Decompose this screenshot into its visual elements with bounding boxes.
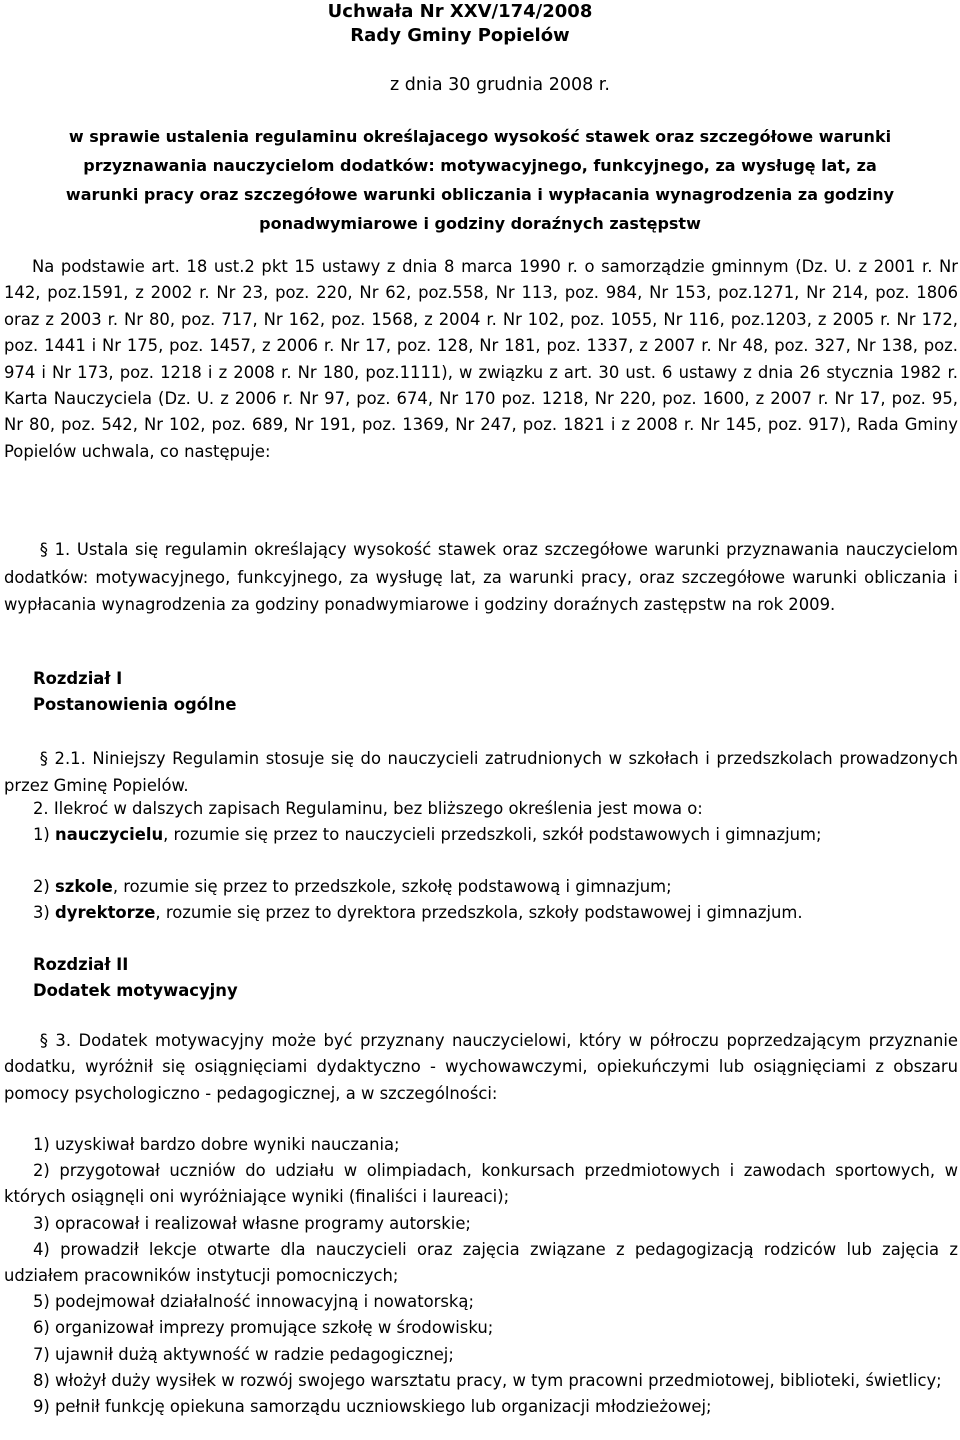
chapter-1-title: Postanowienia ogólne: [33, 695, 237, 714]
paragraph-1: [4, 536, 958, 619]
definition-teacher: [4, 822, 958, 848]
item-number: 3): [33, 903, 56, 922]
resolution-header: [0, 0, 960, 48]
definition-text: , rozumie się przez to dyrektora przedszkola, szkoły podstawowej i gimnazjum.: [155, 903, 803, 922]
council-name: Rady Gminy Popielów: [350, 25, 570, 46]
chapter-2-label: Rozdział II: [33, 955, 129, 974]
paragraph-2-1-text: 2.1. Niniejszy Regulamin stosuje się do nauczycieli zatrudnionych w szkołach i przedszkolach prowadzonych przez Gminę Popielów.: [4, 749, 958, 795]
list-item: 1) uzyskiwał bardzo dobre wyniki nauczania;: [33, 1135, 400, 1154]
definition-text: , rozumie się przez to przedszkole, szkołę podstawową i gimnazjum;: [112, 877, 672, 896]
subject-line: przyznawania nauczycielom dodatków: motywacyjnego, funkcyjnego, za wysługę lat, za: [83, 156, 877, 175]
paragraph-2-1: [4, 745, 958, 799]
paragraph-3-intro: [4, 1028, 958, 1107]
defined-term: nauczycielu: [55, 825, 164, 844]
criteria-list: [4, 1132, 958, 1420]
definition-school: [33, 874, 672, 900]
resolution-subject: [0, 122, 960, 238]
paragraph-2-2: 2. Ilekroć w dalszych zapisach Regulaminu, bez bliższego określenia jest mowa o:: [33, 799, 703, 818]
resolution-title: Uchwała Nr XXV/174/2008: [327, 1, 593, 22]
definition-text: , rozumie się przez to nauczycieli przedszkoli, szkół podstawowych i gimnazjum;: [163, 825, 822, 844]
subject-line: warunki pracy oraz szczegółowe warunki obliczania i wypłacania wynagrodzenia za godziny: [65, 185, 895, 204]
section-symbol: §: [39, 1031, 48, 1050]
list-item: 8) włożył duży wysiłek w rozwój swojego warsztatu pracy, w tym pracowni przedmiotowej, biblioteki, świetlicy;: [33, 1370, 942, 1390]
list-item: 9) pełnił funkcję opiekuna samorządu uczniowskiego lub organizacji młodzieżowej;: [33, 1397, 712, 1417]
item-number: 1): [33, 825, 56, 844]
chapter-2-title: Dodatek motywacyjny: [33, 981, 238, 1000]
subject-line: ponadwymiarowe i godziny doraźnych zastępstw: [259, 214, 701, 233]
list-item: 7) ujawnił dużą aktywność w radzie pedagogicznej;: [33, 1344, 454, 1364]
list-item: 4) prowadził lekcje otwarte dla nauczycieli oraz zajęcia związane z pedagogizacją rodziców lub zajęcia z udziałem pracowników instytucji pomocniczych;: [4, 1239, 958, 1286]
list-item: 2) przygotował uczniów do udziału w olimpiadach, konkursach przedmiotowych i zawodach sportowych, w których osiągnęli oni wyróżniające wyniki (finaliści i laureaci);: [4, 1161, 958, 1207]
resolution-date: z dnia 30 grudnia 2008 r.: [390, 75, 610, 95]
definition-director: [33, 900, 803, 926]
list-item: 5) podejmował działalność innowacyjną i nowatorską;: [33, 1292, 474, 1312]
subject-line: w sprawie ustalenia regulaminu określajacego wysokość stawek oraz szczegółowe warunki: [68, 127, 892, 146]
list-item: 3) opracował i realizował własne programy autorskie;: [33, 1213, 471, 1233]
defined-term: dyrektorze: [55, 903, 156, 922]
legal-basis: Na podstawie art. 18 ust.2 pkt 15 ustawy z dnia 8 marca 1990 r. o samorządzie gminnym (Dz. U. z 2001 r. Nr 142, poz.1591, z 2002 r. Nr 23, poz. 220, Nr 62, poz.558, Nr 113, poz. 984, Nr 153, poz.1271, Nr 214, poz. 1806 oraz z 2003 r. Nr 80, poz. 717, Nr 162, poz. 1568, z 2004 r. Nr 102, poz. 1055, Nr 116, poz.1203, z 2005 r. Nr 172, poz. 1441 i Nr 175, poz. 1457, z 2006 r. Nr 17, poz. 128, Nr 181, poz. 1337, z 2007 r. Nr 48, poz. 327, Nr 138, poz. 974 i Nr 173, poz. 1218 i z 2008 r. Nr 180, poz.1111), w związku z art. 30 ust. 6 ustawy z dnia 26 stycznia 1982 r. Karta Nauczyciela (Dz. U. z 2006 r. Nr 97, poz. 674, Nr 170 poz. 1218, Nr 220, poz. 1600, z 2007 r. Nr 17, poz. 95, Nr 80, poz. 542, Nr 102, poz. 689, Nr 191, poz. 1369, Nr 247, poz. 1821 i z 2008 r. Nr 145, poz. 917), Rada Gminy Popielów uchwala, co następuje:: [4, 257, 958, 461]
section-symbol: §: [39, 749, 48, 768]
chapter-1-label: Rozdział I: [33, 669, 123, 688]
paragraph-3-text: 3. Dodatek motywacyjny może być przyznany nauczycielowi, który w półroczu poprzedzającym przyznanie dodatku, wyróżnił się osiągnięciami dydaktyczno - wychowawczymi, opiekuńczymi lub osiągnięciami z obszaru pomocy psychologiczno - pedagogicznej, a w szczególności:: [4, 1031, 958, 1103]
defined-term: szkole: [55, 877, 113, 896]
section-symbol: §: [39, 540, 48, 559]
list-item: 6) organizował imprezy promujące szkołę w środowisku;: [33, 1318, 494, 1338]
paragraph-1-text: 1. Ustala się regulamin określający wysokość stawek oraz szczegółowe warunki przyznawania nauczycielom dodatków: motywacyjnego, funkcyjnego, za wysługę lat, za warunki pracy, oraz szczegółowe warunki obliczania i wypłacania wynagrodzenia za godziny ponadwymiarowe i godziny doraźnych zastępstw na rok 2009.: [4, 540, 958, 614]
item-number: 2): [33, 877, 56, 896]
